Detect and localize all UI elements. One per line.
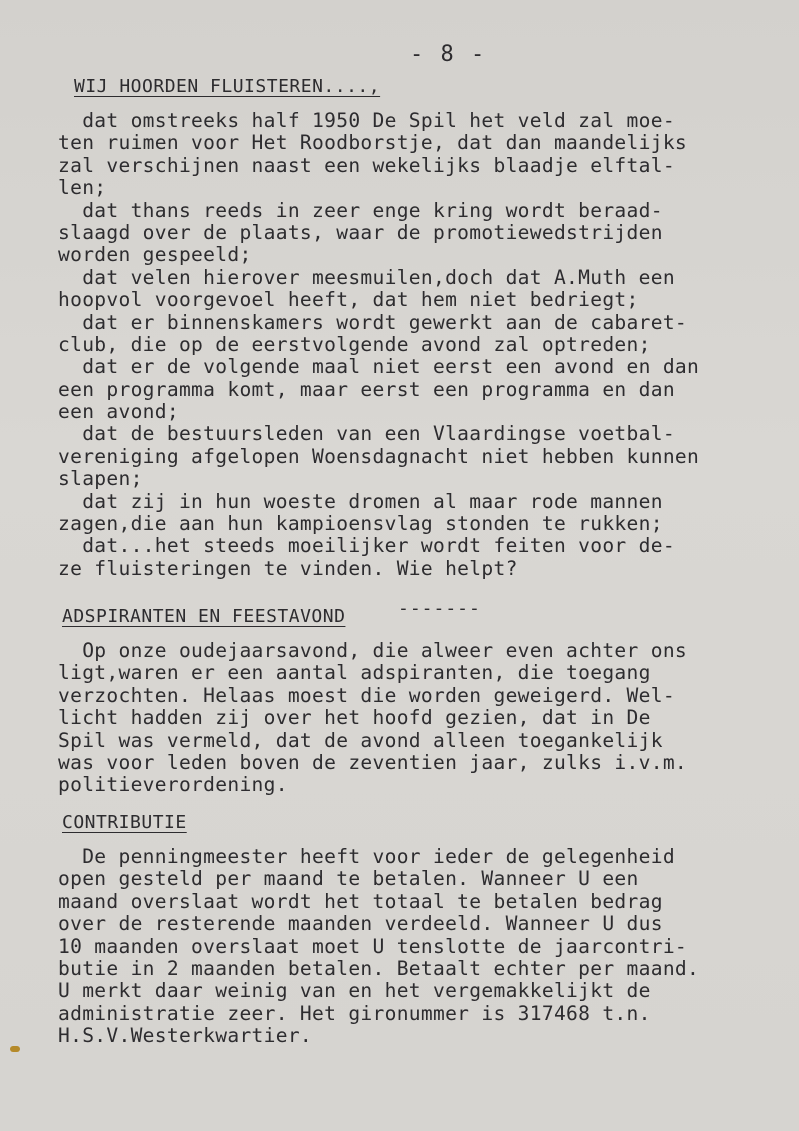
text-line: dat omstreeks half 1950 De Spil het veld zal moe- xyxy=(58,109,675,132)
text-line: slapen; xyxy=(58,467,143,491)
text-line: maand overslaat wordt het totaal te betalen bedrag xyxy=(58,889,663,913)
text-line: over de resterende maanden verdeeld. Wanneer U dus xyxy=(58,912,663,936)
text-line: was voor leden boven de zeventien jaar, zulks i.v.m. xyxy=(58,750,688,774)
text-line: een avond; xyxy=(58,400,179,424)
text-line: hoopvol voorgevoel heeft, dat hem niet bedriegt; xyxy=(58,288,639,312)
text-line: vereniging afgelopen Woensdagnacht niet hebben kunnen xyxy=(58,444,700,468)
text-line: een programma komt, maar eerst een programma en dan xyxy=(58,377,675,401)
text-line: ligt,waren er een aantal adspiranten, die toegang xyxy=(58,661,651,685)
text-line: De penningmeester heeft voor ieder de gelegenheid xyxy=(58,845,675,868)
section-body-contributie xyxy=(58,846,798,1048)
section-body-adspiranten xyxy=(58,640,798,797)
text-line: dat...het steeds moeilijker wordt feiten voor de- xyxy=(58,534,675,558)
text-line: zal verschijnen naast een wekelijks blaadje elftal- xyxy=(58,153,675,177)
text-line: 10 maanden overslaat moet U tenslotte de jaarcontri- xyxy=(58,934,688,958)
text-line: dat zij in hun woeste dromen al maar rode mannen xyxy=(58,489,663,513)
text-line: Op onze oudejaarsavond, die alweer even achter ons xyxy=(58,639,688,662)
section-heading-contributie: CONTRIBUTIE xyxy=(62,812,187,833)
text-line: worden gespeeld; xyxy=(58,243,252,267)
section-heading-adspiranten: ADSPIRANTEN EN FEESTAVOND xyxy=(62,606,346,627)
section-heading-fluisteren: WIJ HOORDEN FLUISTEREN...., xyxy=(74,76,381,97)
text-line: ze fluisteringen te vinden. Wie helpt? xyxy=(58,556,518,580)
text-line: dat thans reeds in zeer enge kring wordt beraad- xyxy=(58,198,663,222)
separator-dashes: ------- xyxy=(398,598,481,619)
text-line: len; xyxy=(58,176,107,200)
text-line: ten ruimen voor Het Roodborstje, dat dan maandelijks xyxy=(58,131,688,155)
text-line: dat de bestuursleden van een Vlaardingse voetbal- xyxy=(58,422,675,446)
text-line: butie in 2 maanden betalen. Betaalt echter per maand. xyxy=(58,956,700,980)
paper-stain xyxy=(10,1046,20,1052)
text-line: H.S.V.Westerkwartier. xyxy=(58,1024,313,1048)
text-line: Spil was vermeld, dat de avond alleen toegankelijk xyxy=(58,728,663,752)
text-line: dat er de volgende maal niet eerst een avond en dan xyxy=(58,355,700,379)
text-line: verzochten. Helaas moest die worden geweigerd. Wel- xyxy=(58,683,675,707)
page-number: - 8 - xyxy=(410,42,487,67)
text-line: dat er binnenskamers wordt gewerkt aan de cabaret- xyxy=(58,310,688,334)
text-line: slaagd over de plaats, waar de promotiewedstrijden xyxy=(58,220,663,244)
text-line: open gesteld per maand te betalen. Wanneer U een xyxy=(58,867,639,891)
text-line: dat velen hierover meesmuilen,doch dat A.Muth een xyxy=(58,265,675,289)
text-line: licht hadden zij over het hoofd gezien, dat in De xyxy=(58,706,651,730)
text-line: club, die op de eerstvolgende avond zal optreden; xyxy=(58,332,651,356)
text-line: administratie zeer. Het gironummer is 317468 t.n. xyxy=(58,1001,651,1025)
section-body-fluisteren xyxy=(58,110,798,580)
text-line: zagen,die aan hun kampioensvlag stonden te rukken; xyxy=(58,512,663,536)
text-line: U merkt daar weinig van en het vergemakkelijkt de xyxy=(58,979,651,1003)
text-line: politieverordening. xyxy=(58,773,288,797)
